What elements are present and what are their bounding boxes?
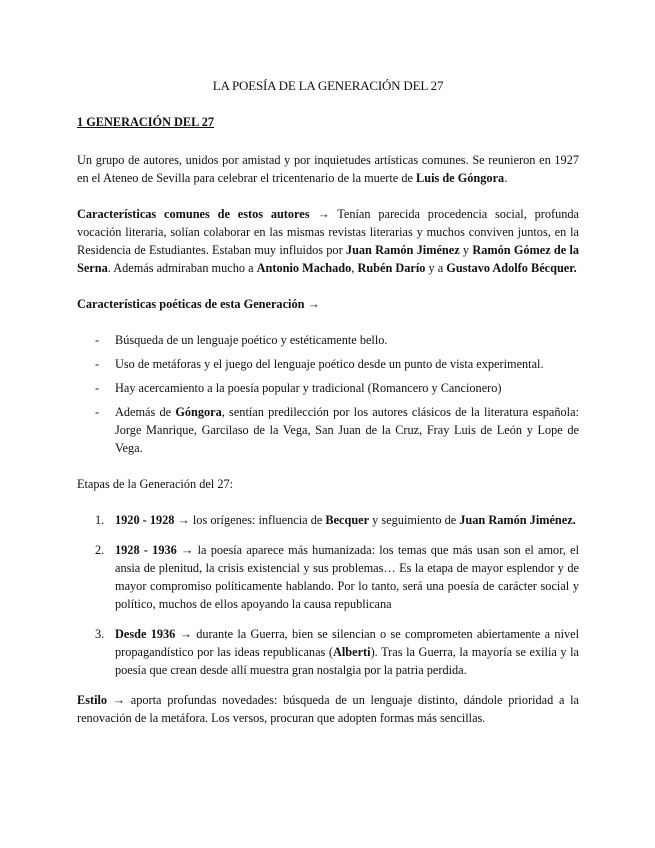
common-text-5: y a [425,261,447,275]
stage-years: 1920 - 1928 [115,513,175,527]
stage-arrow: → [174,513,193,527]
stage-years: Desde 1936 [115,627,176,641]
stage-arrow: → [175,627,197,641]
intro-text: Un grupo de autores, unidos por amistad y por inquietudes artísticas comunes. Se reunieron en 1927 en el Ateneo de Sevilla para celebrar el tricentenario de la muerte de [77,153,579,185]
common-text-1: Tenían parecida procedencia social, profunda vocación literaria, solían colaborar en las mismas revistas literarias y muchos conviven juntos, en la Residencia de Estudiantes. Estaban muy influidos por [77,207,579,257]
common-bold-dario: Rubén Darío [357,261,426,275]
stage-number: 2. [95,543,105,557]
poetic-label: Características poéticas de esta Generación [77,297,305,311]
common-arrow: → [309,207,338,221]
stage-bold-becquer: Becquer [325,513,370,527]
intro-bold-gongora: Luis de Góngora [416,171,505,185]
poetic-characteristics-heading [77,295,579,313]
common-bold-becquer: Gustavo Adolfo Bécquer. [446,261,577,275]
common-text-2: y [459,243,473,257]
stage-number: 1. [95,513,105,527]
stages-heading: Etapas de la Generación del 27: [77,477,234,491]
common-bold-jrj: Juan Ramón Jiménez [345,243,460,257]
stages-list [77,511,579,679]
document-body [77,77,579,727]
list-item: - Uso de metáforas y el juego del lenguaje poético desde un punto de vista experimental. [77,355,579,373]
list-item: - Hay acercamiento a la poesía popular y tradicional (Romancero y Cancionero) [77,379,579,397]
stage-text-1: durante la Guerra, bien se silencian o se comprometen abiertamente a nivel propagandístico por las ideas republicanas ( [115,627,580,659]
list-item: - Búsqueda de un lenguaje poético y estéticamente bello. [77,331,579,349]
section-heading: 1 GENERACIÓN DEL 27 [77,115,214,129]
stage-text-2: ). Tras la Guerra, la mayoría se exilia y la poesía que crean desde allí muestra gran nostalgia por la patria perdida. [115,645,579,677]
style-paragraph [77,691,579,727]
list-item-text-1: Además de [115,405,176,419]
stage-number: 3. [95,627,105,641]
common-label: Características comunes de estos autores [77,207,310,221]
stage-item-3 [77,625,579,679]
style-label: Estilo [77,693,108,707]
stage-item-2 [77,541,579,613]
stage-arrow: → [176,543,198,557]
list-item-bold-gongora: Góngora [175,405,222,419]
stage-bold-alberti: Alberti [333,645,371,659]
list-item-text-2: , sentían predilección por los autores clásicos de la literatura española: Jorge Manrique, Garcilaso de la Vega, San Juan de la Cruz, Fray Luis de León y Lope de Vega. [115,405,579,455]
common-bold-gomez: Ramón Gómez de la Serna [77,243,580,275]
stage-text-1: la poesía aparece más humanizada: los temas que más usan son el amor, el ansia de plenitud, la crisis existencial y sus problemas… Es la etapa de mayor esplendor y de mayor compromiso políticamente hablando. Por lo tanto, será una poesía de carácter social y político, muchos de ellos apoyando la causa republicana [115,543,579,611]
common-text-3: . Además admiraban mucho a [107,261,257,275]
style-text: aporta profundas novedades: búsqueda de un lenguaje distinto, dándole prioridad a la renovación de la metáfora. Los versos, procuran que adopten formas más sencillas. [77,693,579,725]
stage-text-2: y seguimiento de [369,513,460,527]
stage-item-1 [77,511,579,529]
common-characteristics-paragraph [77,205,579,277]
document-title: LA POESÍA DE LA GENERACIÓN DEL 27 [212,78,444,93]
stage-text-1: los orígenes: influencia de [192,513,326,527]
poetic-arrow: → [304,297,320,311]
list-item [77,403,579,457]
common-text-4: , [351,261,358,275]
style-arrow: → [107,693,131,707]
intro-end: . [504,171,508,185]
intro-paragraph [77,151,579,187]
poetic-characteristics-list [77,331,579,457]
stage-bold-jrj: Juan Ramón Jiménez. [459,513,576,527]
stage-years: 1928 - 1936 [115,543,177,557]
common-bold-machado: Antonio Machado [256,261,352,275]
